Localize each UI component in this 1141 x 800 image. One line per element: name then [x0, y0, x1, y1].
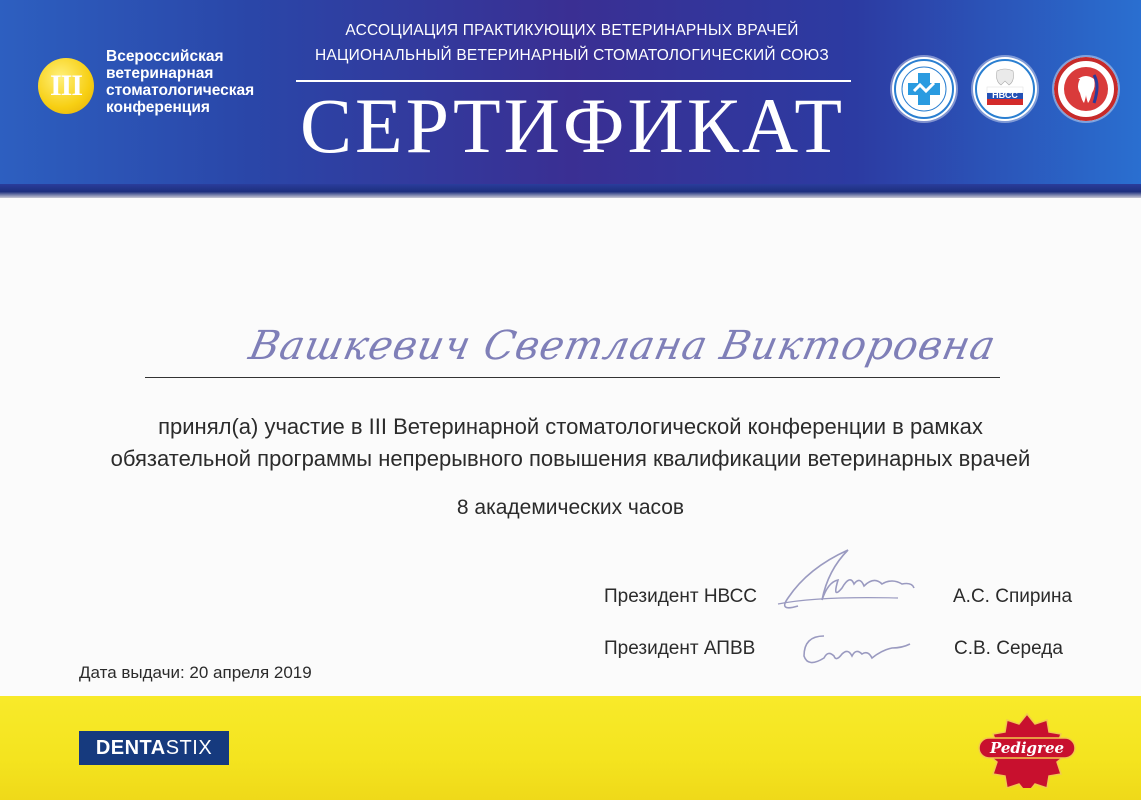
conference-badge-numeral: III [49, 69, 83, 102]
certificate-header [0, 0, 1141, 192]
conference-name [106, 48, 296, 116]
conference-name-line: стоматологическая [106, 82, 255, 99]
nvss-logo-icon [973, 57, 1037, 121]
conference-name-line: Всероссийская [106, 48, 224, 65]
pedigree-logo-text: Pedigree [989, 739, 1065, 757]
conference-name-line: конференция [106, 99, 210, 116]
academic-hours: 8 академических часов [456, 496, 685, 519]
participant-name-handwritten: Вашкевич Светлана Викторовна [245, 323, 1001, 369]
association-name: АССОЦИАЦИЯ ПРАКТИКУЮЩИХ ВЕТЕРИНАРНЫХ ВРАЧЕЙ [345, 22, 799, 39]
dentalvet-logo-icon [1054, 57, 1118, 121]
participation-text-line: принял(а) участие в III Ветеринарной стоматологической конференции в рамках [158, 414, 983, 439]
apvv-logo-icon [892, 57, 956, 121]
header-shadow-band [0, 184, 1141, 198]
signatory-role-apvv: Президент АПВВ [604, 638, 756, 659]
conference-badge-icon [38, 58, 94, 114]
union-name: НАЦИОНАЛЬНЫЙ ВЕТЕРИНАРНЫЙ СТОМАТОЛОГИЧЕСКИЙ СОЮЗ [315, 47, 829, 64]
dentastix-logo [79, 731, 229, 765]
participant-name-line [145, 377, 1000, 378]
dentastix-logo-rest: STIX [165, 736, 213, 759]
pedigree-logo-icon [977, 708, 1077, 788]
issue-date: Дата выдачи: 20 апреля 2019 [79, 663, 312, 682]
signatory-name-nvss: А.С. Спирина [953, 586, 1073, 607]
dentastix-logo-bold: DENTA [95, 736, 166, 759]
certificate-title: СЕРТИФИКАТ [299, 82, 846, 169]
signature-nvss-scribble [768, 548, 948, 628]
nvss-logo-text: НВСС [992, 90, 1018, 100]
signatory-name-apvv: С.В. Середа [954, 638, 1063, 659]
conference-name-line: ветеринарная [106, 65, 214, 82]
signatory-role-nvss: Президент НВСС [604, 586, 758, 607]
participation-text-line: обязательной программы непрерывного повышения квалификации ветеринарных врачей [110, 446, 1031, 471]
signature-apvv-scribble [798, 624, 928, 674]
